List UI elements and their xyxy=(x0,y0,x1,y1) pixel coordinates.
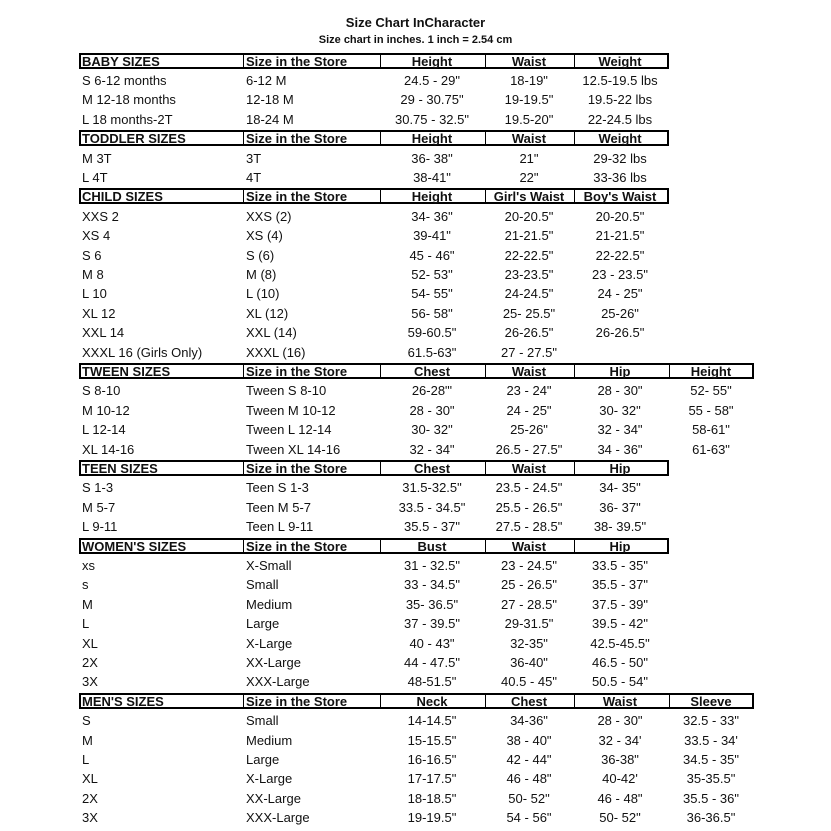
table-cell: S 6 xyxy=(82,247,102,263)
table-row xyxy=(0,440,831,459)
table-cell: Medium xyxy=(246,732,293,748)
header-cell: Size in the Store xyxy=(246,131,348,147)
table-cell: XX-Large xyxy=(246,654,301,670)
table-cell: xs xyxy=(82,557,95,573)
table-cell: L 10 xyxy=(82,286,107,302)
table-cell: 27 - 28.5" xyxy=(501,596,557,612)
table-cell: 2X xyxy=(82,654,98,670)
table-cell: 22-24.5 lbs xyxy=(587,111,653,127)
table-row xyxy=(0,420,831,439)
table-row xyxy=(0,381,831,400)
section-header-toddler xyxy=(0,129,831,148)
table-cell: 32-35" xyxy=(510,635,548,651)
table-cell: 16-16.5" xyxy=(407,751,457,767)
header-cell: Waist xyxy=(511,131,547,147)
table-row xyxy=(0,323,831,342)
table-cell: 3T xyxy=(246,150,262,166)
table-cell: 35.5 - 37" xyxy=(592,577,648,593)
table-cell: 23 - 23.5" xyxy=(592,266,648,282)
table-row xyxy=(0,711,831,730)
table-cell: 24.5 - 29" xyxy=(404,72,460,88)
table-row xyxy=(0,168,831,187)
table-cell: XXS 2 xyxy=(82,208,119,224)
table-cell: 52- 53" xyxy=(411,266,453,282)
table-cell: 33-36 lbs xyxy=(593,169,647,185)
table-cell: S 8-10 xyxy=(82,383,121,399)
column-divider xyxy=(243,460,244,476)
table-cell: 19.5-22 lbs xyxy=(587,92,653,108)
table-row xyxy=(0,207,831,226)
table-cell: XL 12 xyxy=(82,305,116,321)
table-cell: 12.5-19.5 lbs xyxy=(582,72,658,88)
column-divider xyxy=(243,363,244,379)
table-cell: 33.5 - 35" xyxy=(592,557,648,573)
header-cell: Size in the Store xyxy=(246,363,348,379)
table-cell: 23 - 24.5" xyxy=(501,557,557,573)
table-cell: Tween XL 14-16 xyxy=(246,441,341,457)
table-cell: M 10-12 xyxy=(82,402,130,418)
table-cell: 26-26.5" xyxy=(595,325,645,341)
table-cell: 20-20.5" xyxy=(595,208,645,224)
table-cell: 19.5-20" xyxy=(504,111,554,127)
header-cell: Weight xyxy=(598,131,642,147)
table-row xyxy=(0,808,831,827)
table-cell: 28 - 30" xyxy=(597,383,643,399)
header-cell: Height xyxy=(411,53,453,69)
header-cell: Waist xyxy=(511,363,547,379)
table-cell: Tween M 10-12 xyxy=(246,402,336,418)
table-cell: 21-21.5" xyxy=(595,228,645,244)
table-cell: 52- 55" xyxy=(690,383,732,399)
table-cell: M xyxy=(82,596,93,612)
table-cell: M 12-18 months xyxy=(82,92,176,108)
header-cell: Hip xyxy=(609,538,631,554)
table-cell: X-Large xyxy=(246,771,293,787)
section-header-women xyxy=(0,537,831,556)
header-cell: Chest xyxy=(510,693,548,709)
table-cell: 29-32 lbs xyxy=(593,150,647,166)
table-cell: 29-31.5" xyxy=(504,616,554,632)
header-cell: TWEEN SIZES xyxy=(82,363,171,379)
table-cell: XL xyxy=(82,635,98,651)
table-row xyxy=(0,401,831,420)
table-cell: XXL 14 xyxy=(82,325,125,341)
table-cell: 25- 25.5" xyxy=(502,305,556,321)
table-row xyxy=(0,614,831,633)
table-cell: 24 - 25" xyxy=(506,402,552,418)
table-cell: L 9-11 xyxy=(82,519,118,535)
table-cell: 24-24.5" xyxy=(504,286,554,302)
table-cell: M 3T xyxy=(82,150,112,166)
column-divider xyxy=(243,130,244,146)
table-cell: 37.5 - 39" xyxy=(592,596,648,612)
table-row xyxy=(0,634,831,653)
table-cell: 19-19.5" xyxy=(407,810,457,826)
page-subtitle: Size chart in inches. 1 inch = 2.54 cm xyxy=(318,34,513,46)
table-cell: 3X xyxy=(82,674,98,690)
table-cell: 54 - 56" xyxy=(506,810,552,826)
table-cell: 42 - 44" xyxy=(506,751,552,767)
table-cell: 36-40" xyxy=(510,654,548,670)
table-cell: X-Large xyxy=(246,635,293,651)
table-row xyxy=(0,304,831,323)
header-cell: Bust xyxy=(417,538,447,554)
table-cell: 50.5 - 54" xyxy=(592,674,648,690)
table-cell: XL xyxy=(82,771,98,787)
header-cell: Height xyxy=(411,131,453,147)
table-cell: 44 - 47.5" xyxy=(404,654,460,670)
header-cell: Size in the Store xyxy=(246,53,348,69)
table-cell: S 1-3 xyxy=(82,480,114,496)
table-row xyxy=(0,498,831,517)
table-cell: XX-Large xyxy=(246,790,301,806)
table-cell: Large xyxy=(246,751,280,767)
table-cell: 28 - 30" xyxy=(409,402,455,418)
header-cell: Sleeve xyxy=(690,693,732,709)
table-cell: 24 - 25" xyxy=(597,286,643,302)
column-divider xyxy=(243,188,244,204)
header-cell: Size in the Store xyxy=(246,189,348,205)
table-cell: 18-19" xyxy=(510,72,548,88)
header-cell: Waist xyxy=(511,460,547,476)
table-cell: XXS (2) xyxy=(246,208,292,224)
table-cell: Large xyxy=(246,616,280,632)
table-cell: 36- 38" xyxy=(411,150,453,166)
table-cell: 48-51.5" xyxy=(407,674,457,690)
table-row xyxy=(0,478,831,497)
header-cell: Hip xyxy=(609,363,631,379)
table-cell: M (8) xyxy=(246,266,277,282)
table-cell: Teen L 9-11 xyxy=(246,519,314,535)
table-cell: 36-38" xyxy=(601,751,639,767)
table-cell: Teen S 1-3 xyxy=(246,480,309,496)
table-cell: 25.5 - 26.5" xyxy=(495,499,563,515)
table-cell: 22-22.5" xyxy=(595,247,645,263)
table-cell: 33.5 - 34.5" xyxy=(398,499,466,515)
table-cell xyxy=(540,343,700,362)
header-cell: Size in the Store xyxy=(246,460,348,476)
section-header-baby xyxy=(0,52,831,71)
table-cell: Medium xyxy=(246,596,293,612)
table-cell: 36-36.5" xyxy=(686,810,736,826)
table-cell: 56- 58" xyxy=(411,305,453,321)
table-cell: 2X xyxy=(82,790,98,806)
table-cell: 3X xyxy=(82,810,98,826)
table-row xyxy=(0,284,831,303)
header-cell: Waist xyxy=(511,538,547,554)
table-cell: 46 - 48" xyxy=(597,790,643,806)
table-cell: 26.5 - 27.5" xyxy=(495,441,563,457)
header-cell: Size in the Store xyxy=(246,693,348,709)
table-cell: 32 - 34" xyxy=(597,422,643,438)
table-cell: 18-18.5" xyxy=(407,790,457,806)
section-header-child xyxy=(0,187,831,206)
table-cell: 40-42' xyxy=(602,771,638,787)
table-cell: M 8 xyxy=(82,266,104,282)
table-cell: L 18 months-2T xyxy=(82,111,173,127)
table-cell: 15-15.5" xyxy=(407,732,457,748)
table-cell: 38-41" xyxy=(413,169,451,185)
table-cell: S (6) xyxy=(246,247,275,263)
table-cell: 32.5 - 33" xyxy=(683,713,739,729)
table-cell: 23 - 24" xyxy=(506,383,552,399)
table-cell: 29 - 30.75" xyxy=(400,92,464,108)
table-cell: 32 - 34" xyxy=(409,441,455,457)
table-cell: 20-20.5" xyxy=(504,208,554,224)
table-cell: 4T xyxy=(246,169,262,185)
table-cell: XXXL 16 (Girls Only) xyxy=(82,344,203,360)
table-cell: 6-12 M xyxy=(246,72,287,88)
table-cell: s xyxy=(82,577,89,593)
section-header-teen xyxy=(0,459,831,478)
table-row xyxy=(0,246,831,265)
table-cell: 21-21.5" xyxy=(504,228,554,244)
table-cell: Tween S 8-10 xyxy=(246,383,327,399)
table-cell: 26-28"' xyxy=(411,383,453,399)
table-cell: 27.5 - 28.5" xyxy=(495,519,563,535)
table-row xyxy=(0,517,831,536)
table-cell: 46 - 48" xyxy=(506,771,552,787)
table-cell: 34.5 - 35" xyxy=(683,751,739,767)
table-cell: 50- 52" xyxy=(599,810,641,826)
table-cell: 30.75 - 32.5" xyxy=(394,111,469,127)
table-row xyxy=(0,672,831,691)
table-cell: XS 4 xyxy=(82,228,111,244)
table-row xyxy=(0,575,831,594)
table-row xyxy=(0,769,831,788)
table-cell: 25 - 26.5" xyxy=(501,577,557,593)
table-cell: XL 14-16 xyxy=(82,441,135,457)
table-cell: 18-24 M xyxy=(246,111,294,127)
table-cell: M 5-7 xyxy=(82,499,116,515)
header-cell: WOMEN'S SIZES xyxy=(82,538,187,554)
table-cell: 35- 36.5" xyxy=(405,596,459,612)
table-cell: L xyxy=(82,751,90,767)
header-cell: Size in the Store xyxy=(246,538,348,554)
table-cell: 28 - 30" xyxy=(597,713,643,729)
table-cell: 23-23.5" xyxy=(504,266,554,282)
header-cell: Waist xyxy=(511,53,547,69)
table-cell: XS (4) xyxy=(246,228,283,244)
table-cell: 42.5-45.5" xyxy=(590,635,650,651)
header-cell: Girl's Waist xyxy=(493,189,565,205)
table-cell: 30- 32" xyxy=(599,402,641,418)
table-cell: 35.5 - 36" xyxy=(683,790,739,806)
table-cell: 58-61" xyxy=(692,422,730,438)
table-cell: 34- 36" xyxy=(411,208,453,224)
table-cell: XXX-Large xyxy=(246,810,310,826)
table-cell: S 6-12 months xyxy=(82,72,167,88)
section-header-men xyxy=(0,692,831,711)
table-cell: Teen M 5-7 xyxy=(246,499,312,515)
column-divider xyxy=(243,538,244,554)
table-cell: 27 - 27.5" xyxy=(501,344,557,360)
table-row xyxy=(0,149,831,168)
table-cell: XXXL (16) xyxy=(246,344,306,360)
table-cell: 54- 55" xyxy=(411,286,453,302)
header-cell: Neck xyxy=(416,693,448,709)
header-cell: Weight xyxy=(598,53,642,69)
table-cell: 14-14.5" xyxy=(407,713,457,729)
table-row xyxy=(0,731,831,750)
table-cell: L xyxy=(82,616,90,632)
table-cell: 23.5 - 24.5" xyxy=(495,480,563,496)
table-cell: 61.5-63" xyxy=(407,344,457,360)
table-row xyxy=(0,265,831,284)
table-row xyxy=(0,789,831,808)
table-cell: 12-18 M xyxy=(246,92,294,108)
table-cell: L 4T xyxy=(82,169,108,185)
table-cell: XL (12) xyxy=(246,305,289,321)
table-cell: Small xyxy=(246,713,279,729)
table-row xyxy=(0,226,831,245)
table-cell: XXL (14) xyxy=(246,325,297,341)
table-cell: 30- 32" xyxy=(411,422,453,438)
table-cell: 26-26.5" xyxy=(504,325,554,341)
table-cell: 34 - 36" xyxy=(597,441,643,457)
table-cell: 17-17.5" xyxy=(407,771,457,787)
table-cell: Small xyxy=(246,577,279,593)
table-cell: Tween L 12-14 xyxy=(246,422,332,438)
table-cell: 34-36" xyxy=(510,713,548,729)
table-cell: 50- 52" xyxy=(508,790,550,806)
table-cell: 25-26" xyxy=(601,305,639,321)
table-cell: 31.5-32.5" xyxy=(402,480,462,496)
table-cell: 34- 35" xyxy=(599,480,641,496)
table-cell: 25-26" xyxy=(510,422,548,438)
table-cell: S xyxy=(82,713,91,729)
table-cell: 21" xyxy=(519,150,539,166)
table-cell: 61-63" xyxy=(692,441,730,457)
header-cell: Height xyxy=(690,363,732,379)
table-cell: L (10) xyxy=(246,286,280,302)
header-cell: Chest xyxy=(413,363,451,379)
table-cell: L 12-14 xyxy=(82,422,126,438)
table-cell: M xyxy=(82,732,93,748)
table-cell: 40.5 - 45" xyxy=(501,674,557,690)
header-cell: Chest xyxy=(413,460,451,476)
header-cell: CHILD SIZES xyxy=(82,189,163,205)
header-cell: MEN'S SIZES xyxy=(82,693,164,709)
table-row xyxy=(0,556,831,575)
table-cell: 19-19.5" xyxy=(504,92,554,108)
column-divider xyxy=(243,53,244,69)
table-row xyxy=(0,750,831,769)
table-cell: 59-60.5" xyxy=(407,325,457,341)
header-cell: TEEN SIZES xyxy=(82,460,158,476)
header-cell: BABY SIZES xyxy=(82,53,160,69)
table-cell: 38 - 40" xyxy=(506,732,552,748)
page-title: Size Chart InCharacter xyxy=(345,15,486,30)
table-row xyxy=(0,343,831,362)
table-cell: 35.5 - 37" xyxy=(404,519,460,535)
table-cell: 46.5 - 50" xyxy=(592,654,648,670)
table-cell: 33 - 34.5" xyxy=(404,577,460,593)
section-header-tween xyxy=(0,362,831,381)
table-cell: 31 - 32.5" xyxy=(404,557,460,573)
header-cell: Waist xyxy=(602,693,638,709)
table-cell: 32 - 34' xyxy=(598,732,642,748)
header-cell: Height xyxy=(411,189,453,205)
table-cell: 22" xyxy=(519,169,539,185)
table-cell: 39.5 - 42" xyxy=(592,616,648,632)
header-cell: Hip xyxy=(609,460,631,476)
table-cell: 45 - 46" xyxy=(409,247,455,263)
table-row xyxy=(0,110,831,129)
table-cell: 55 - 58" xyxy=(688,402,734,418)
table-cell: 35-35.5" xyxy=(686,771,736,787)
table-cell: 40 - 43" xyxy=(409,635,455,651)
table-cell: 22-22.5" xyxy=(504,247,554,263)
header-cell: Boy's Waist xyxy=(583,189,657,205)
table-cell: XXX-Large xyxy=(246,674,310,690)
table-cell: 39-41" xyxy=(413,228,451,244)
table-cell: 36- 37" xyxy=(599,499,641,515)
table-row xyxy=(0,595,831,614)
column-divider xyxy=(243,693,244,709)
table-cell: 38- 39.5" xyxy=(593,519,647,535)
table-cell: X-Small xyxy=(246,557,292,573)
table-row xyxy=(0,71,831,90)
table-cell: 33.5 - 34' xyxy=(684,732,738,748)
header-cell: TODDLER SIZES xyxy=(82,131,186,147)
table-row xyxy=(0,90,831,109)
table-cell: 37 - 39.5" xyxy=(404,616,460,632)
table-row xyxy=(0,653,831,672)
